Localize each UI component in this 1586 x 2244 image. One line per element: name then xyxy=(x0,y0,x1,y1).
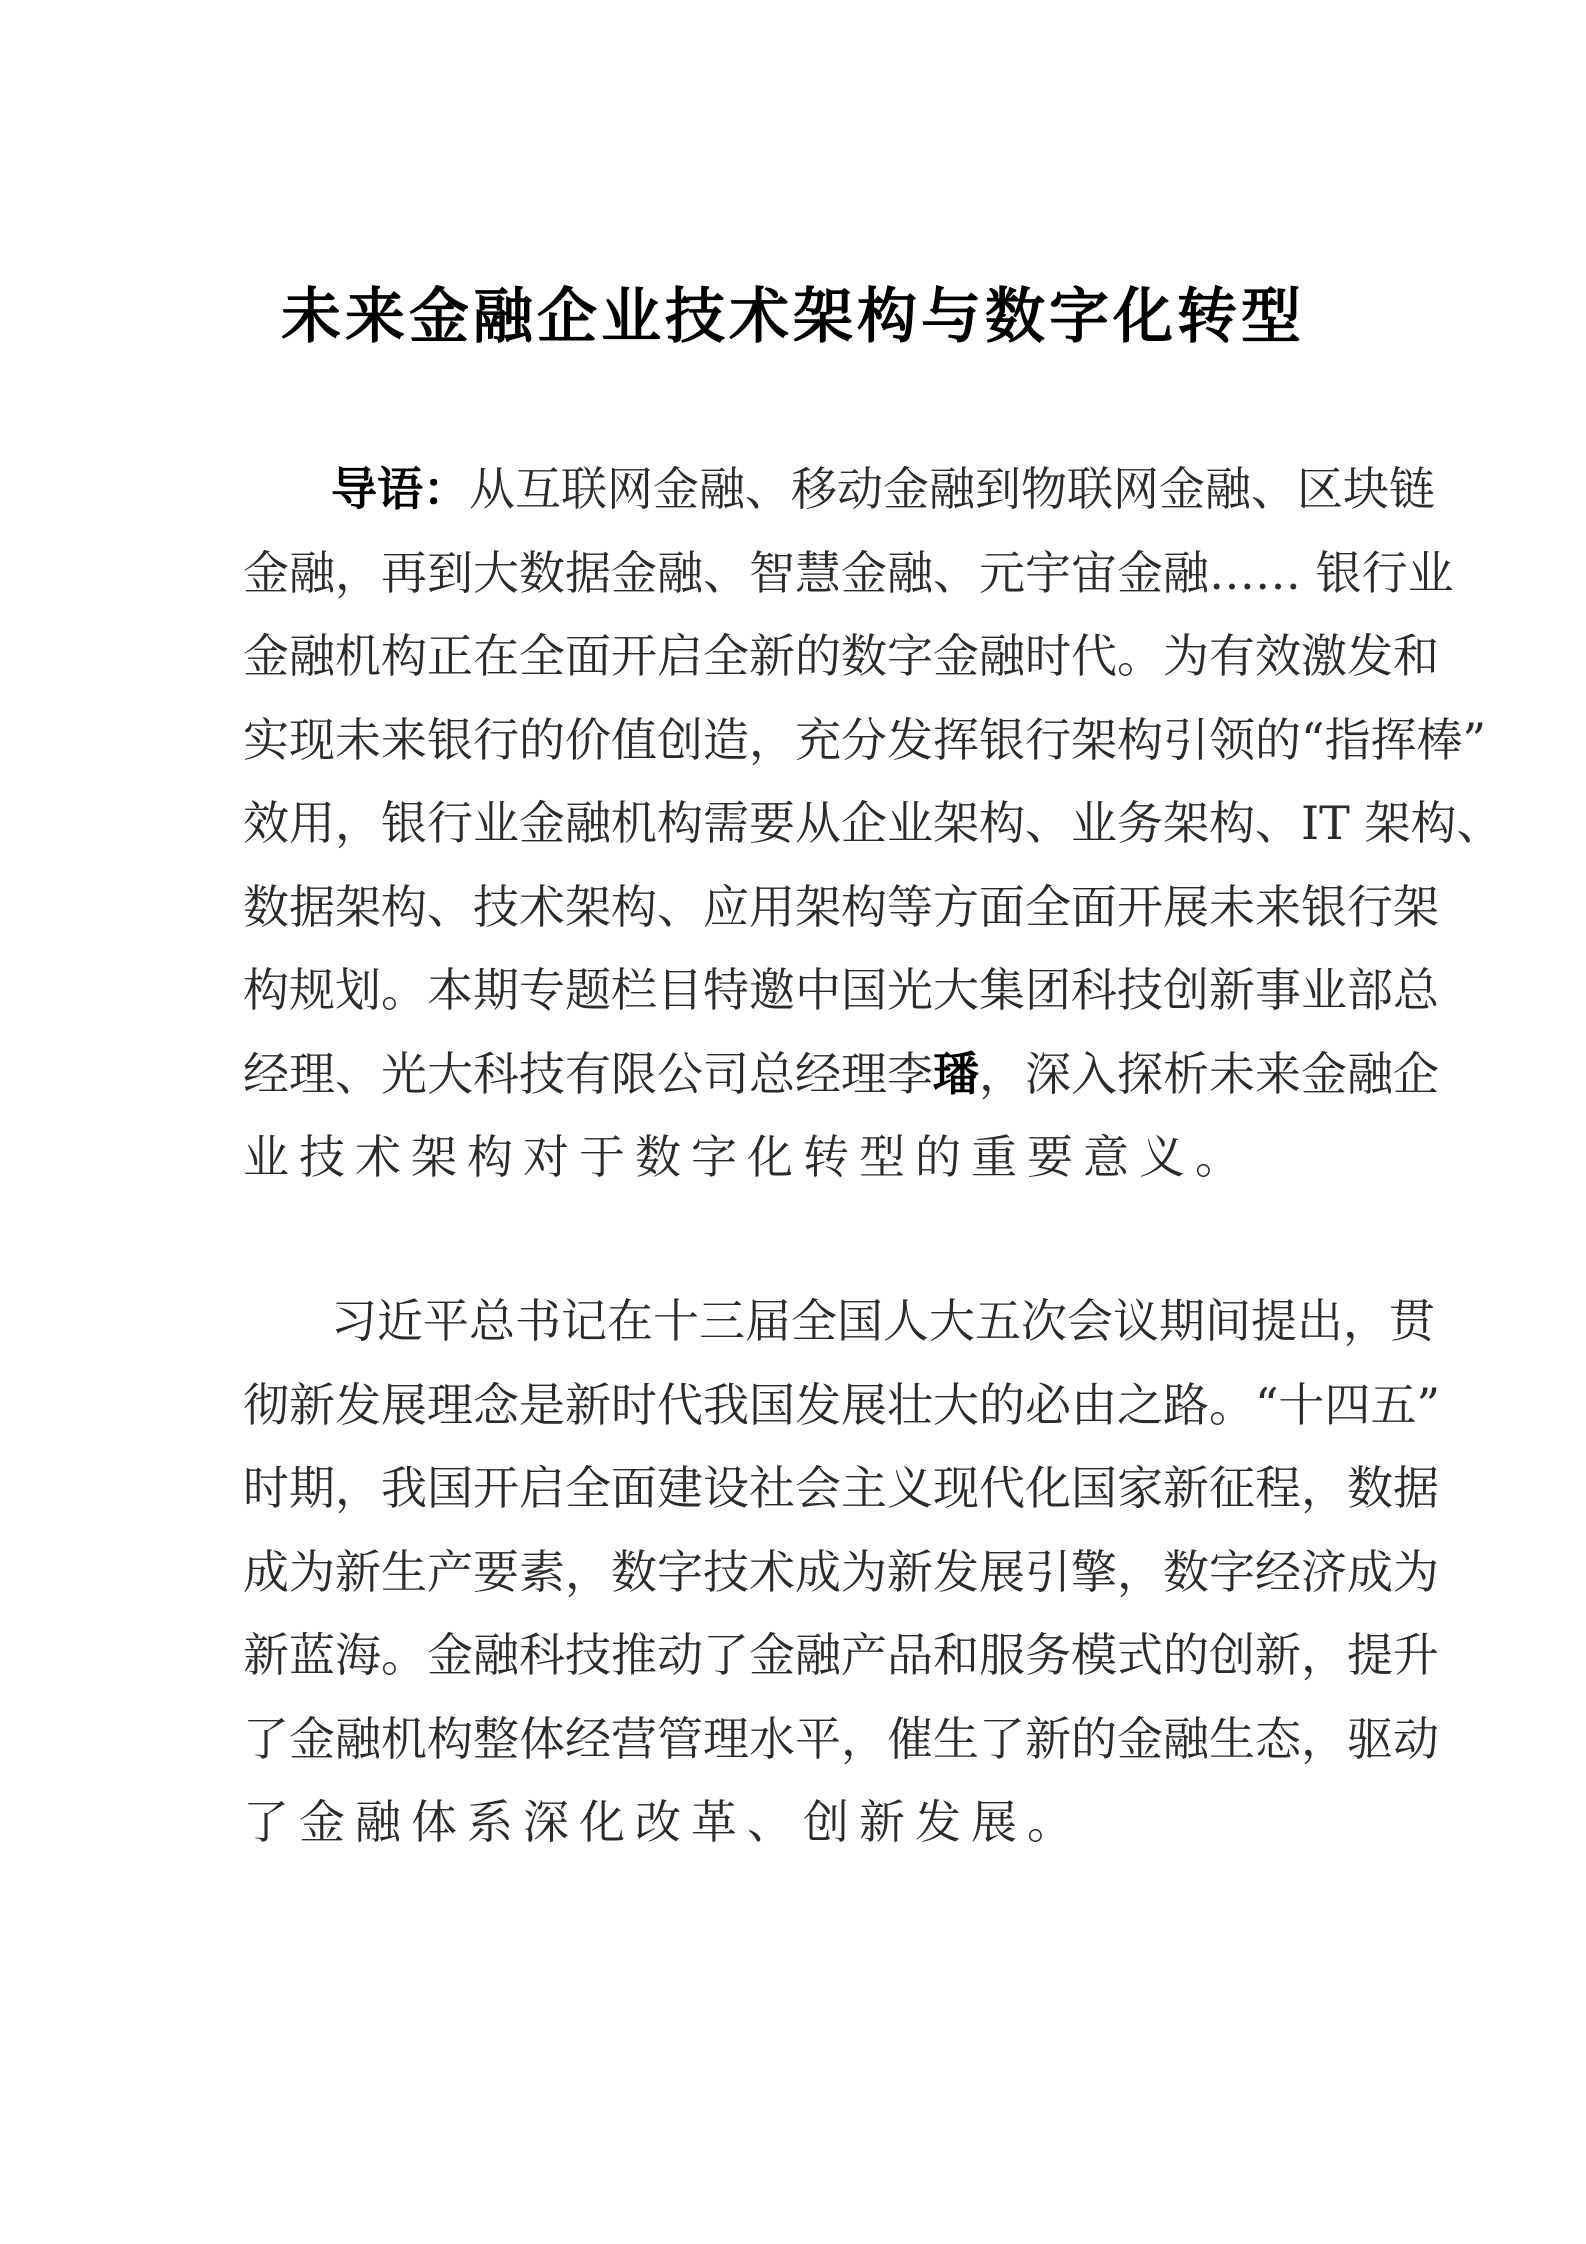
intro-line: 效用，银行业金融机构需要从企业架构、业务架构、IT 架构、 xyxy=(243,796,1503,850)
intro-line: 数据架构、技术架构、应用架构等方面全面开展未来银行架 xyxy=(243,879,1439,934)
intro-label: 导语： xyxy=(331,462,469,516)
intro-text: 从互联网金融、移动金融到物联网金融、区块链 xyxy=(469,462,1435,516)
intro-text: 经理、光大科技有限公司总经理李 xyxy=(243,1046,933,1101)
intro-line: 构规划。本期专题栏目特邀中国光大集团科技创新事业部总 xyxy=(243,963,1439,1017)
body-paragraph xyxy=(243,1280,1441,1865)
body-line: 成为新生产要素，数字技术成为新发展引擎，数字经济成为 xyxy=(243,1544,1439,1599)
intro-line xyxy=(243,1033,1439,1117)
intro-line: 金融，再到大数据金融、智慧金融、元宇宙金融…… 银行业 xyxy=(243,545,1454,600)
body-line: 了金融机构整体经营管理水平，催生了新的金融生态，驱动 xyxy=(243,1711,1439,1766)
intro-line: 业技术架构对于数字化转型的重要意义。 xyxy=(243,1130,1251,1184)
intro-line: 金融机构正在全面开启全新的数字金融时代。为有效激发和 xyxy=(243,629,1439,683)
body-line: 时期，我国开启全面建设社会主义现代化国家新征程，数据 xyxy=(243,1461,1439,1515)
body-line: 新蓝海。金融科技推动了金融产品和服务模式的创新，提升 xyxy=(243,1628,1439,1682)
author-name: 璠 xyxy=(933,1046,979,1101)
body-line: 了金融体系深化改革、创新发展。 xyxy=(243,1795,1083,1849)
body-line: 彻新发展理念是新时代我国发展壮大的必由之路。“十四五” xyxy=(243,1377,1441,1432)
body-line: 习近平总书记在十三届全国人大五次会议期间提出，贯 xyxy=(331,1294,1435,1348)
intro-text: ，深入探析未来金融企 xyxy=(979,1046,1439,1101)
intro-line xyxy=(243,448,1435,532)
intro-line: 实现未来银行的价值创造，充分发挥银行架构引领的“指挥棒” xyxy=(243,712,1487,767)
intro-paragraph xyxy=(243,448,1503,1200)
document-title: 未来金融企业技术架构与数字化转型 xyxy=(281,282,1305,352)
